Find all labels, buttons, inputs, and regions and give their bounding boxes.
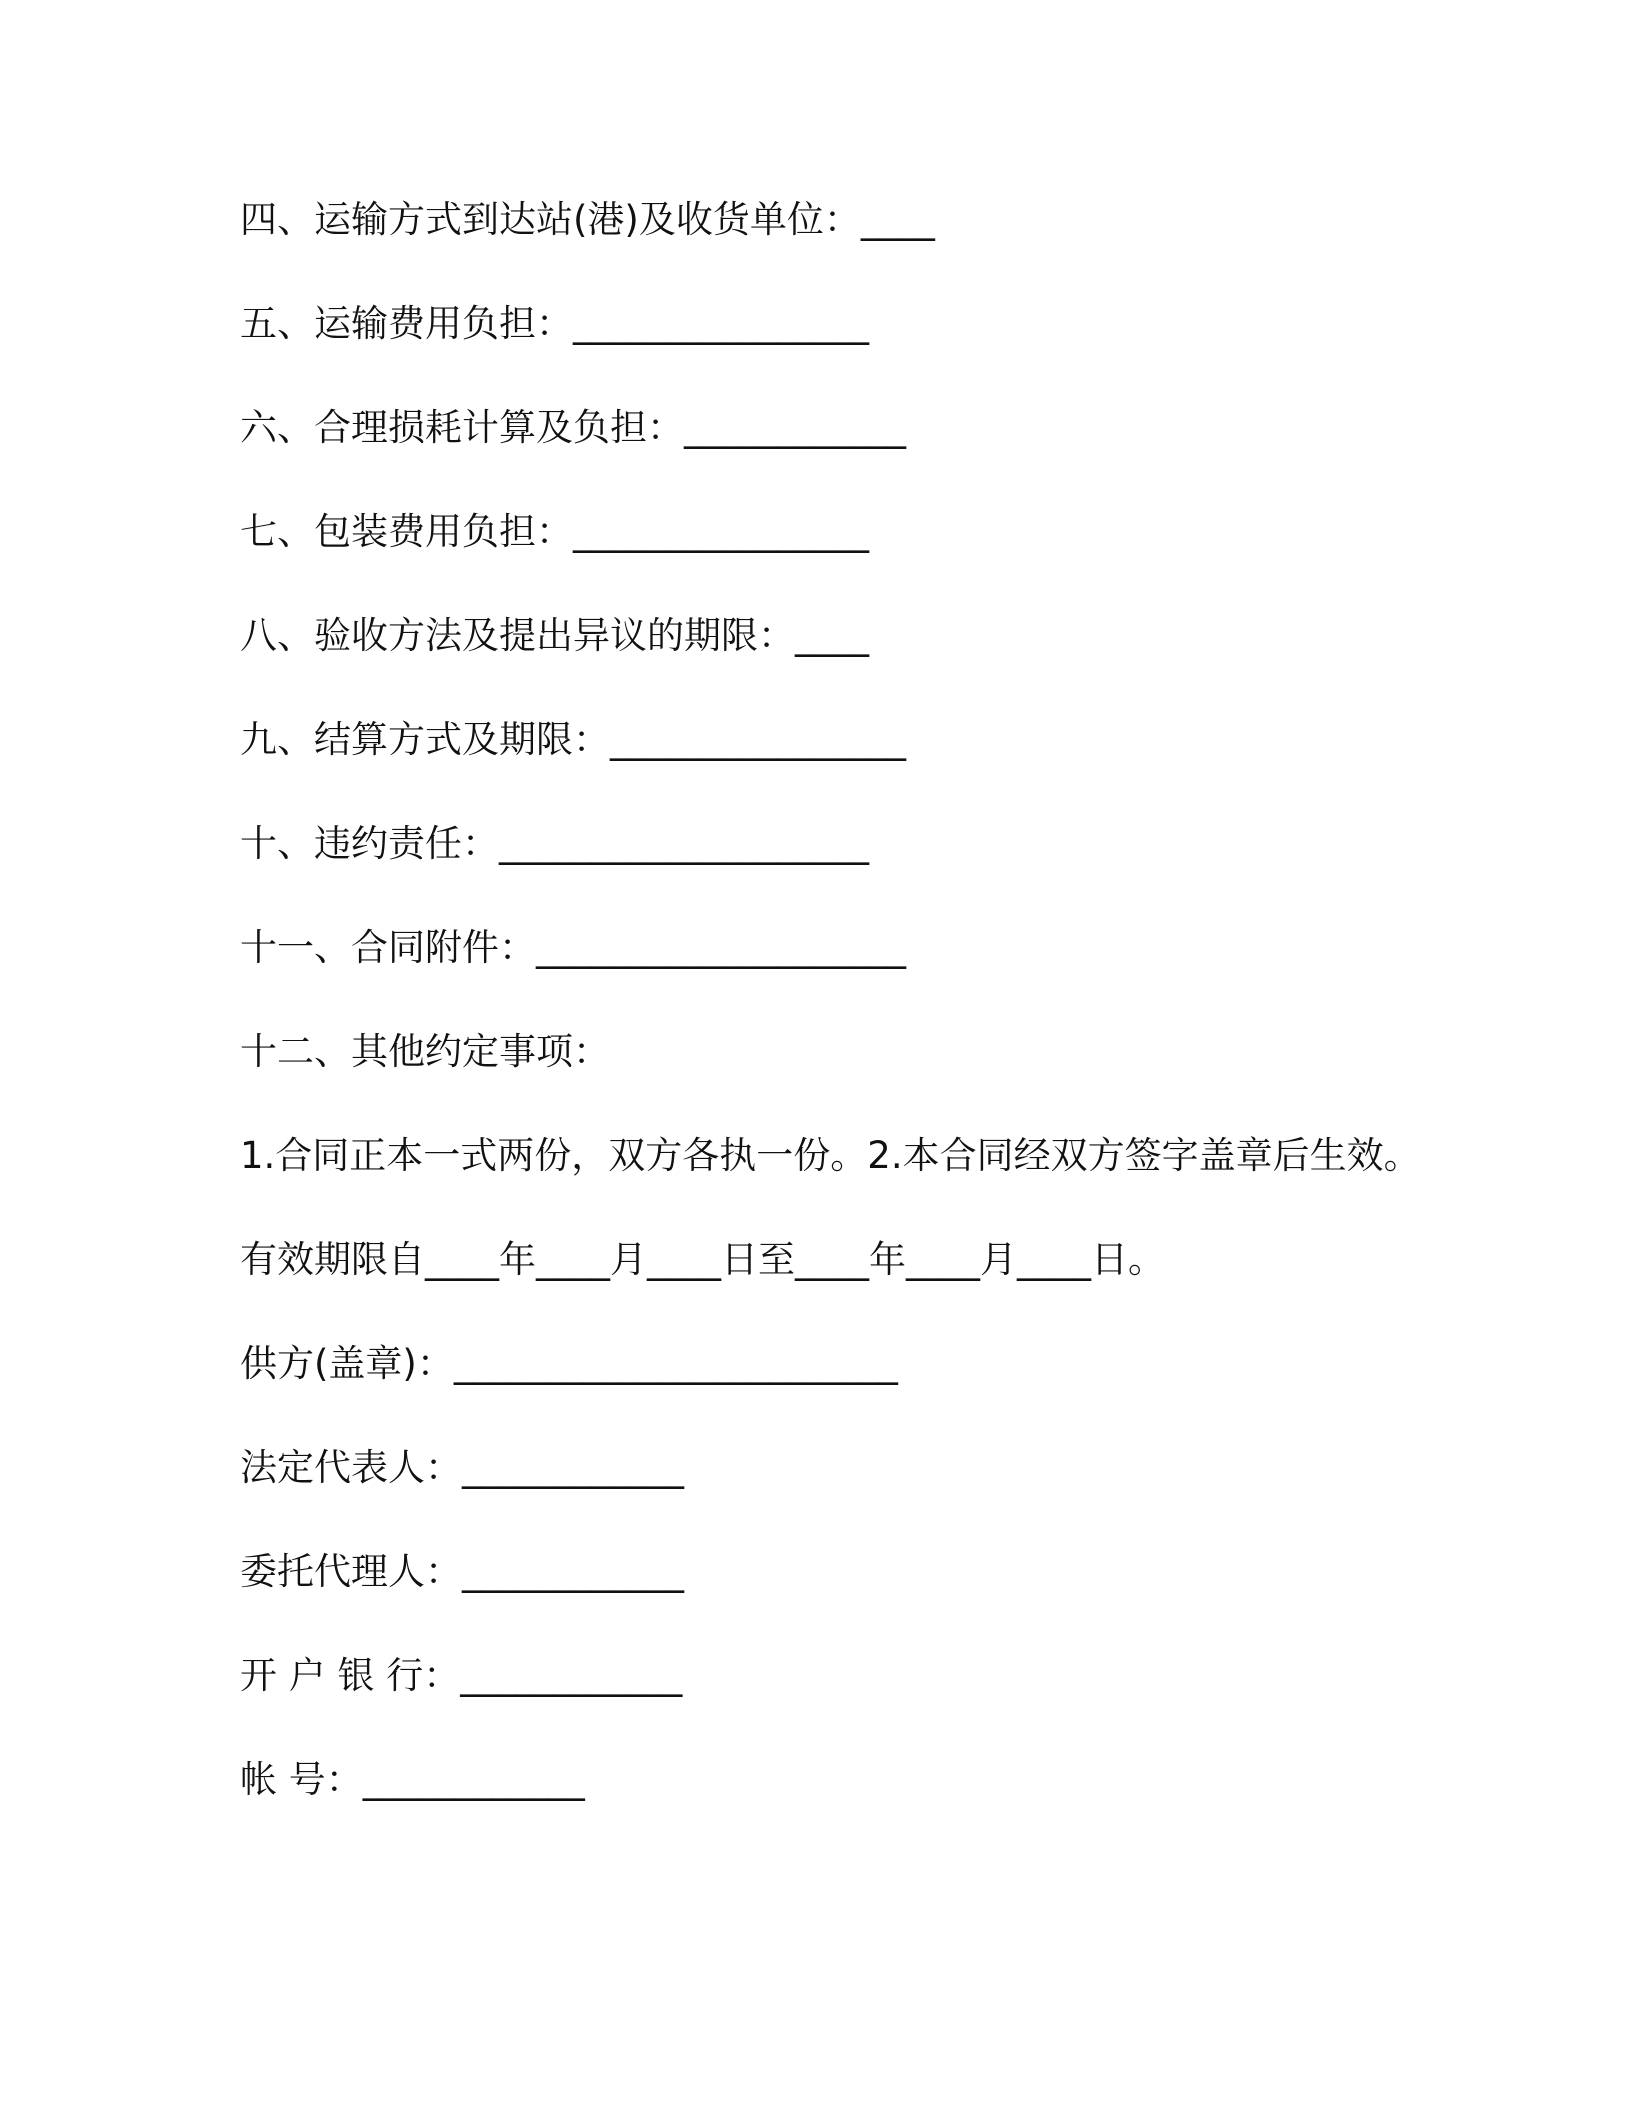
bank-name: 开 户 银 行：____________ (240, 1654, 683, 1697)
clause-transport-destination: 四、运输方式到达站(港)及收货单位：____ (240, 198, 935, 241)
terms-copies-effective: 1.合同正本一式两份，双方各执一份。2.本合同经双方签字盖章后生效。 (240, 1134, 1421, 1177)
validity-period: 有效期限自____年____月____日至____年____月____日。 (240, 1238, 1165, 1281)
account-number: 帐 号：____________ (240, 1758, 585, 1801)
clause-liability: 十、违约责任：____________________ (240, 822, 869, 865)
clause-settlement: 九、结算方式及期限：________________ (240, 718, 906, 761)
authorized-agent: 委托代理人：____________ (240, 1550, 684, 1593)
supplier-seal: 供方(盖章)：________________________ (240, 1342, 898, 1385)
clause-packaging-cost: 七、包装费用负担：________________ (240, 510, 869, 553)
clause-loss-calculation: 六、合理损耗计算及负担：____________ (240, 406, 906, 449)
clause-other-terms: 十二、其他约定事项： (240, 1030, 610, 1073)
clause-inspection-period: 八、验收方法及提出异议的期限：____ (240, 614, 869, 657)
contract-lines (240, 180, 1440, 1844)
clause-attachments: 十一、合同附件：____________________ (240, 926, 906, 969)
clause-transport-cost: 五、运输费用负担：________________ (240, 302, 869, 345)
legal-representative: 法定代表人：____________ (240, 1446, 684, 1489)
